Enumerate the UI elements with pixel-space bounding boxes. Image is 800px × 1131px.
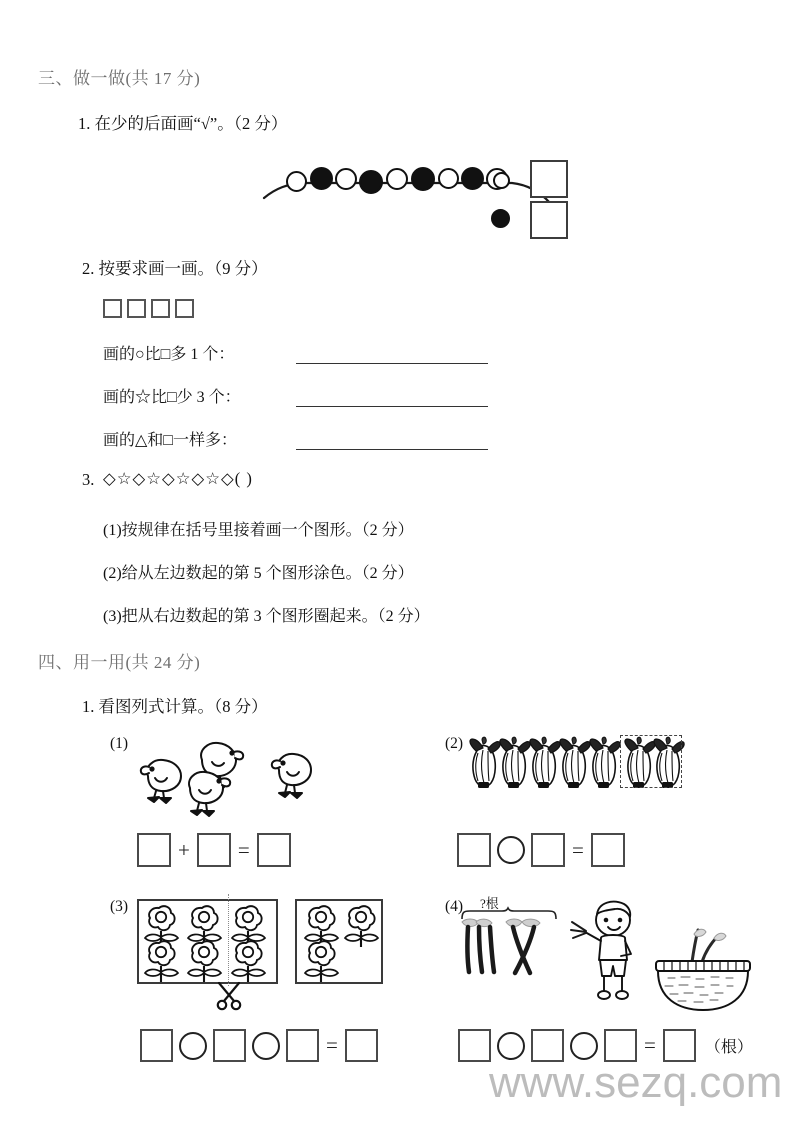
- question-3-2-item-3-answer-line[interactable]: [296, 449, 488, 450]
- section-heading-four: 四、用一用(共 24 分): [38, 653, 201, 672]
- reference-square-2: [127, 299, 146, 318]
- question-3-3-item-3: (3)把从右边数起的第 3 个图形圈起来。（2 分）: [103, 608, 430, 625]
- question-3-3-item-1: (1)按规律在括号里接着画一个图形。（2 分）: [103, 522, 414, 539]
- pattern-answer-paren[interactable]: ( ): [234, 469, 253, 488]
- legend-black-circle-icon: [491, 209, 510, 228]
- part-3-operator-equals: =: [326, 1033, 338, 1057]
- question-3-2-item-3-label: 画的△和□一样多：: [103, 432, 237, 449]
- pattern-shape-3: ◇: [132, 469, 147, 488]
- question-3-2-text: 2. 按要求画一画。（9 分）: [82, 259, 268, 278]
- part-3-box-4[interactable]: [345, 1029, 378, 1062]
- legend-answer-box-white[interactable]: [530, 160, 568, 198]
- part-1-box-3[interactable]: [257, 833, 291, 867]
- part-1-box-1[interactable]: [137, 833, 171, 867]
- question-4-1-text: 1. 看图列式计算。（8 分）: [82, 697, 268, 716]
- basket-illustration: [650, 928, 760, 1013]
- boy-illustration: [577, 898, 649, 1003]
- question-3-2-square-row: [103, 299, 194, 318]
- vegetable-stalks-illustration: [460, 918, 560, 980]
- reference-square-3: [151, 299, 170, 318]
- bead-4: [359, 170, 383, 194]
- part-3-operator-circle-1[interactable]: [179, 1032, 207, 1060]
- bead-6: [411, 167, 435, 191]
- section-heading-three: 三、做一做(共 17 分): [38, 69, 201, 88]
- part-4-box-4[interactable]: [663, 1029, 696, 1062]
- part-2-box-2[interactable]: [531, 833, 565, 867]
- legend-answer-box-black[interactable]: [530, 201, 568, 239]
- flower-box-left: [137, 899, 278, 984]
- question-3-2-item-1-answer-line[interactable]: [296, 363, 488, 364]
- part-3-box-1[interactable]: [140, 1029, 173, 1062]
- part-2-equation: [457, 833, 625, 867]
- part-2-operator-equals: =: [572, 837, 584, 862]
- site-watermark: www.sezq.com: [489, 1058, 783, 1107]
- part-2-label: (2): [445, 735, 464, 752]
- part-1-operator-plus: +: [178, 837, 190, 862]
- pattern-shape-2: ☆: [116, 469, 133, 488]
- reference-square-1: [103, 299, 122, 318]
- part-3-box-3[interactable]: [286, 1029, 319, 1062]
- question-3-2-item-2-label: 画的☆比□少 3 个：: [103, 389, 241, 406]
- part-4-box-2[interactable]: [531, 1029, 564, 1062]
- part-4-operator-circle-2[interactable]: [570, 1032, 598, 1060]
- part-1-label: (1): [110, 735, 129, 752]
- corn-dashed-group-box: [620, 735, 682, 788]
- flower-group-left: [139, 901, 276, 982]
- question-3-2-item-1-label: 画的○比□多 1 个：: [103, 346, 235, 363]
- legend-white-circle-icon: [493, 172, 510, 189]
- bead-1: [286, 171, 307, 192]
- flower-box-right: [295, 899, 383, 984]
- part-4-label: (4): [445, 898, 464, 915]
- part-4-box-1[interactable]: [458, 1029, 491, 1062]
- part-2-box-1[interactable]: [457, 833, 491, 867]
- chicks-illustration: [140, 738, 330, 813]
- flower-box-cut-line: [228, 894, 229, 986]
- question-3-3-number: 3.: [82, 470, 95, 489]
- flower-group-right: [297, 901, 381, 982]
- part-3-equation: [140, 1029, 378, 1062]
- part-1-box-2[interactable]: [197, 833, 231, 867]
- bead-2: [310, 167, 333, 190]
- question-3-2-item-2-answer-line[interactable]: [296, 406, 488, 407]
- part-3-label: (3): [110, 898, 129, 915]
- bead-5: [386, 168, 408, 190]
- part-2-box-3[interactable]: [591, 833, 625, 867]
- part-4-brace-label: ?根: [480, 896, 499, 911]
- part-4-equation: [458, 1029, 753, 1062]
- part-1-equation: [137, 833, 291, 867]
- part-4-operator-circle-1[interactable]: [497, 1032, 525, 1060]
- pattern-shape-7: ◇: [191, 469, 206, 488]
- reference-square-4: [175, 299, 194, 318]
- part-3-operator-circle-2[interactable]: [252, 1032, 280, 1060]
- pattern-shape-1: ◇: [103, 469, 117, 488]
- part-4-operator-equals: =: [644, 1033, 656, 1057]
- scissors-icon: [214, 981, 244, 1011]
- part-4-box-3[interactable]: [604, 1029, 637, 1062]
- part-4-unit-label: （根）: [704, 1039, 753, 1056]
- question-3-3-item-2: (2)给从左边数起的第 5 个图形涂色。（2 分）: [103, 565, 414, 582]
- part-1-operator-equals: =: [237, 837, 250, 862]
- pattern-shape-5: ◇: [162, 469, 176, 488]
- bead-7: [438, 168, 459, 189]
- question-3-1-text: 1. 在少的后面画“√”。（2 分）: [78, 114, 288, 133]
- pattern-shape-4: ☆: [146, 469, 162, 488]
- pattern-shape-9: ◇: [221, 469, 235, 488]
- bead-3: [335, 168, 357, 190]
- pattern-shape-6: ☆: [175, 469, 192, 488]
- question-3-3-pattern: [103, 469, 253, 489]
- part-3-box-2[interactable]: [213, 1029, 246, 1062]
- part-2-operator-circle[interactable]: [497, 836, 525, 864]
- pattern-shape-8: ☆: [205, 469, 221, 488]
- bead-8: [461, 167, 484, 190]
